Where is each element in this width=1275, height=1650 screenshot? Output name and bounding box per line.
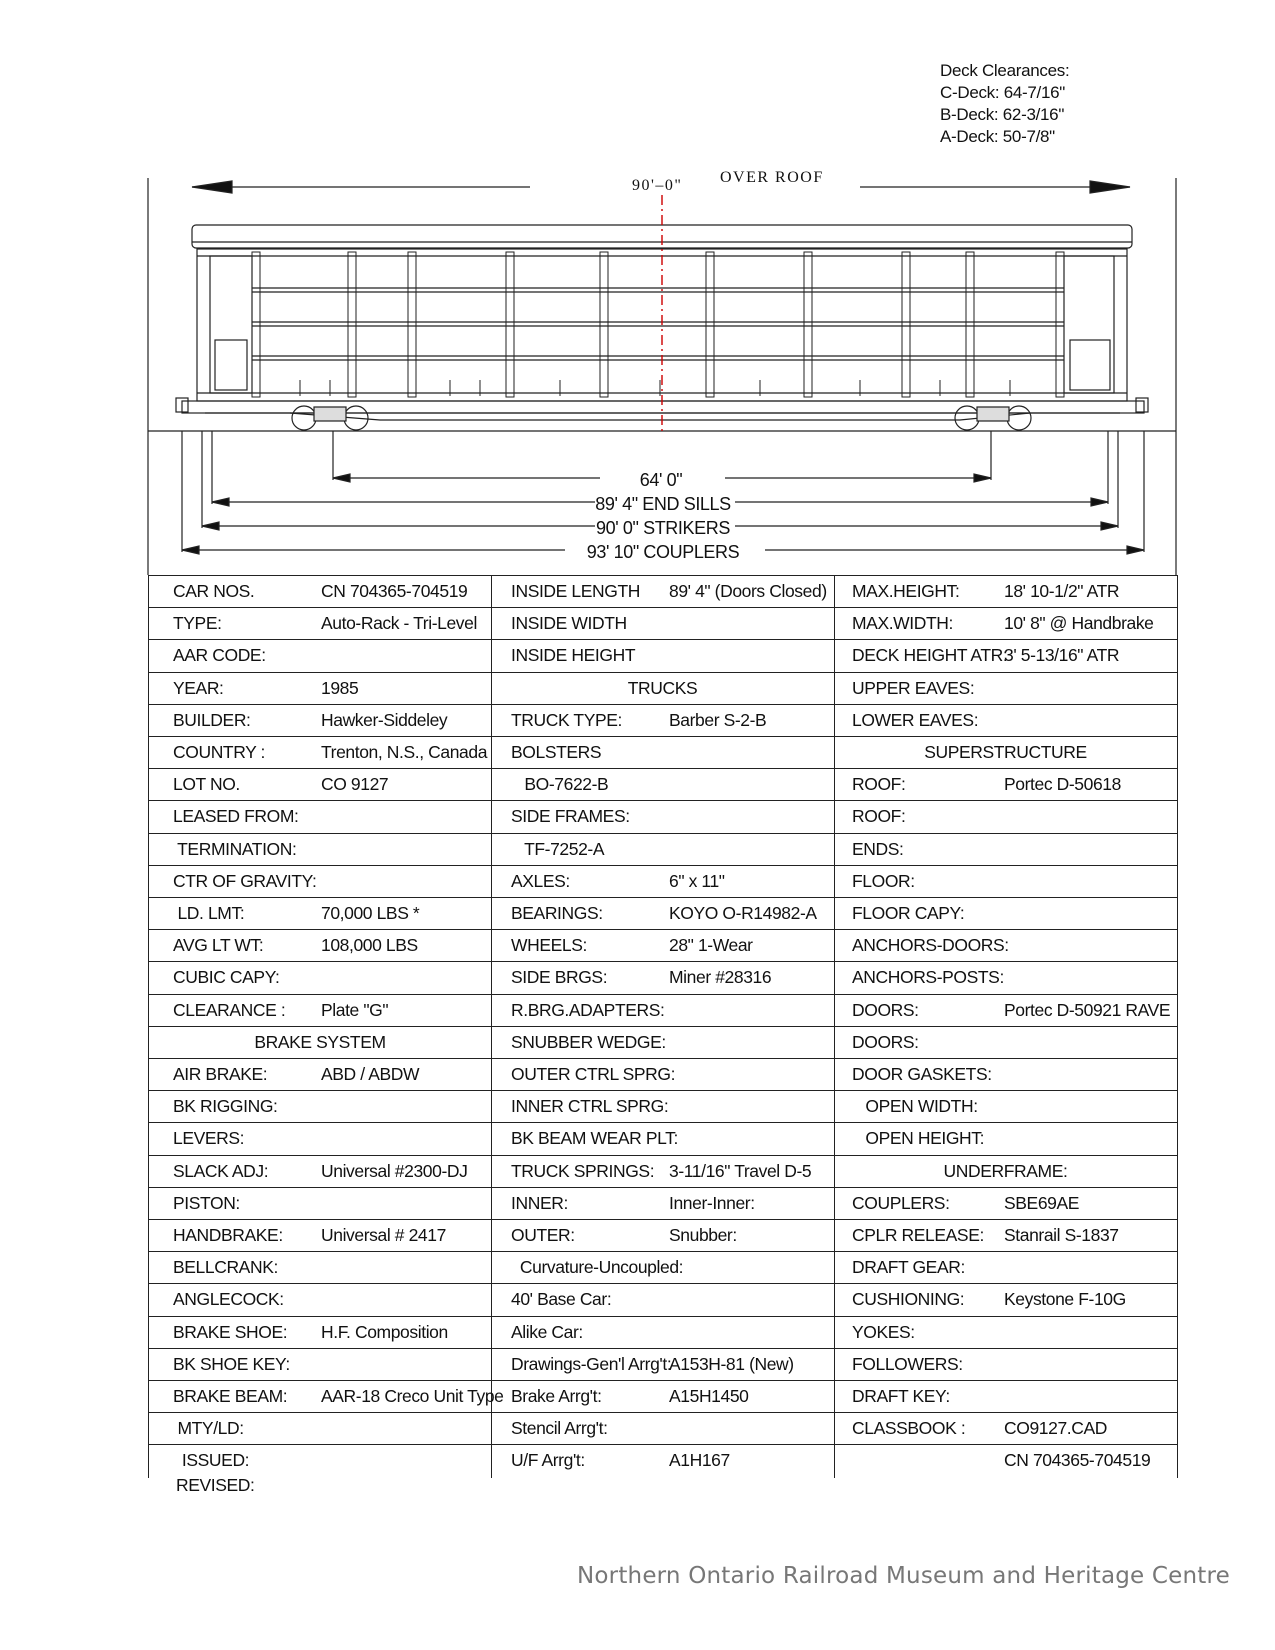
spec-label: OPEN HEIGHT: [852,1128,985,1149]
spec-label: PISTON: [173,1192,240,1213]
spec-label: R.BRG.ADAPTERS: [511,999,665,1020]
spec-label: SIDE BRGS: [511,967,608,988]
spec-label: Drawings-Gen'l Arrg't: [511,1353,672,1374]
spec-label: INNER CTRL SPRG: [511,1096,669,1117]
couplers-dimension: 93' 10" COUPLERS [586,542,740,562]
spec-label: BEARINGS: [511,903,603,923]
spec-value: 3' 5-13/16" ATR [1004,645,1120,666]
spec-label: SIDE FRAMES: [511,806,630,827]
spec-value: CN 704365-704519 [321,581,468,601]
spec-label: BK RIGGING: [173,1096,278,1117]
spec-value: 28" 1-Wear [669,935,753,956]
spec-value: SBE69AE [1004,1192,1080,1213]
spec-value: Plate "G" [321,999,389,1020]
over-roof-label: OVER ROOF [720,169,824,186]
spec-label: TRUCK SPRINGS: [511,1160,655,1181]
spec-label: CTR OF GRAVITY: [173,870,317,891]
deck-clearances-title: Deck Clearances: [940,61,1070,80]
spec-label: ANCHORS-POSTS: [852,967,1004,988]
spec-value: Universal # 2417 [321,1225,446,1245]
spec-label: CUBIC CAPY: [173,967,280,988]
railcar-side-elevation-drawing [0,0,1275,575]
spec-value: Miner #28316 [669,967,772,988]
spec-value: ABD / ABDW [321,1064,420,1084]
spec-label: FLOOR: [852,870,915,891]
spec-label: AIR BRAKE: [173,1064,268,1084]
spec-label: 40' Base Car: [511,1289,612,1310]
spec-value: CN 704365-704519 [1004,1450,1151,1471]
spec-label: BOLSTERS [511,742,602,762]
spec-label: WHEELS: [511,935,587,956]
section-header: UNDERFRAME: [943,1160,1068,1181]
spec-value: A153H-81 (New) [669,1353,794,1374]
spec-label: Alike Car: [511,1321,583,1342]
spec-label: DECK HEIGHT ATR: [852,645,1008,666]
spec-label: INSIDE HEIGHT [511,645,636,666]
spec-value: A15H1450 [669,1386,749,1406]
spec-label: COUPLERS: [852,1192,950,1213]
spec-label: LEVERS: [173,1128,245,1149]
spec-value: Stanrail S-1837 [1004,1225,1119,1245]
spec-value: 70,000 LBS * [321,903,420,923]
spec-value: 89' 4" (Doors Closed) [669,581,827,601]
spec-label: CAR NOS. [173,581,255,601]
spec-value: CO 9127 [321,774,389,795]
spec-label: FLOOR CAPY: [852,903,965,923]
spec-value: Auto-Rack - Tri-Level [321,613,477,634]
spec-label: BUILDER: [173,709,251,730]
spec-value: CO9127.CAD [1004,1418,1107,1439]
spec-label: BELLCRANK: [173,1257,278,1278]
section-header: BRAKE SYSTEM [254,1031,386,1052]
spec-value: Snubber: [669,1225,737,1245]
spec-label: AXLES: [511,870,570,891]
spec-label: DOORS: [852,999,919,1020]
spec-label: LEASED FROM: [173,806,299,827]
spec-label: BRAKE SHOE: [173,1321,288,1342]
spec-label: DRAFT GEAR: [852,1257,965,1278]
spec-label: LOT NO. [173,774,240,795]
section-header: SUPERSTRUCTURE [924,742,1087,762]
spec-label: Curvature-Uncoupled: [511,1257,684,1278]
truck-centers-dimension: 64' 0" [639,470,683,490]
spec-label: CPLR RELEASE: [852,1225,984,1245]
spec-label: MTY/LD: [173,1418,244,1439]
spec-label: YEAR: [173,677,224,698]
b-deck-clearance: B-Deck: 62-3/16" [940,105,1065,124]
spec-label: OUTER: [511,1225,575,1245]
spec-label: BK SHOE KEY: [173,1353,290,1374]
end-sills-dimension: 89' 4" END SILLS [595,494,731,514]
spec-value: 3-11/16" Travel D-5 [669,1160,812,1181]
museum-footer: Northern Ontario Railroad Museum and Heritage Centre [577,1563,1231,1589]
spec-label: U/F Arrg't: [511,1450,585,1471]
spec-value: 1985 [321,677,359,698]
spec-label: ANGLECOCK: [173,1289,284,1310]
spec-label: CUSHIONING: [852,1289,965,1310]
spec-value: Barber S-2-B [669,709,767,730]
spec-value: Inner-Inner: [669,1192,755,1213]
spec-value: 6" x 11" [669,870,725,891]
revised-label: REVISED: [176,1475,255,1495]
spec-label: BRAKE BEAM: [173,1386,288,1406]
spec-label: UPPER EAVES: [852,677,975,698]
spec-value: A1H167 [669,1450,730,1471]
section-header: TRUCKS [627,677,698,698]
spec-label: SLACK ADJ: [173,1160,269,1181]
spec-value: 10' 8" @ Handbrake [1004,613,1154,634]
spec-label: Brake Arrg't: [511,1386,602,1406]
spec-label: COUNTRY : [173,742,266,762]
spec-value: AAR-18 Creco Unit Type [321,1386,504,1406]
spec-value: Trenton, N.S., Canada [321,742,488,762]
spec-label: HANDBRAKE: [173,1225,283,1245]
spec-value: 18' 10-1/2" ATR [1004,581,1120,601]
strikers-dimension: 90' 0" STRIKERS [596,518,730,538]
a-deck-clearance: A-Deck: 50-7/8" [940,127,1055,146]
spec-label: OPEN WIDTH: [852,1096,978,1117]
spec-label: BK BEAM WEAR PLT: [511,1128,678,1149]
spec-value: H.F. Composition [321,1321,448,1342]
spec-label: MAX.HEIGHT: [852,581,960,601]
spec-label: MAX.WIDTH: [852,613,953,634]
spec-value: Portec D-50618 [1004,774,1121,795]
spec-label: YOKES: [852,1321,915,1342]
spec-label: DRAFT KEY: [852,1386,950,1406]
spec-label: OUTER CTRL SPRG: [511,1064,676,1084]
spec-label: CLEARANCE : [173,999,286,1020]
spec-label: LOWER EAVES: [852,709,979,730]
spec-label: ANCHORS-DOORS: [852,935,1009,956]
spec-label: LD. LMT: [173,903,245,923]
spec-label: ROOF: [852,774,906,795]
spec-label: TYPE: [173,613,222,634]
spec-value: 108,000 LBS [321,935,418,956]
spec-label: INNER: [511,1192,568,1213]
spec-label: TRUCK TYPE: [511,709,622,730]
spec-value: Portec D-50921 RAVE [1004,999,1171,1020]
c-deck-clearance: C-Deck: 64-7/16" [940,83,1066,102]
spec-label: ISSUED: [173,1450,250,1471]
spec-value: Hawker-Siddeley [321,709,448,730]
spec-label: TF-7252-A [511,838,605,859]
spec-label: INSIDE LENGTH [511,581,640,601]
spec-label: TERMINATION: [173,838,297,859]
spec-label: SNUBBER WEDGE: [511,1031,666,1052]
spec-label: DOORS: [852,1031,919,1052]
spec-label: BO-7622-B [511,774,609,795]
spec-label: FOLLOWERS: [852,1353,963,1374]
spec-label: AAR CODE: [173,645,266,666]
spec-label: ENDS: [852,838,904,859]
spec-label: INSIDE WIDTH [511,613,627,634]
spec-label: AVG LT WT: [173,935,264,956]
spec-value: Universal #2300-DJ [321,1160,468,1181]
spec-label: Stencil Arrg't: [511,1418,608,1439]
spec-label: DOOR GASKETS: [852,1064,992,1084]
over-roof-length: 90'–0" [632,177,683,194]
spec-label: CLASSBOOK : [852,1418,966,1439]
spec-label: ROOF: [852,806,906,827]
spec-value: KOYO O-R14982-A [669,903,817,923]
spec-value: Keystone F-10G [1004,1289,1126,1310]
specification-table [148,575,1178,1478]
